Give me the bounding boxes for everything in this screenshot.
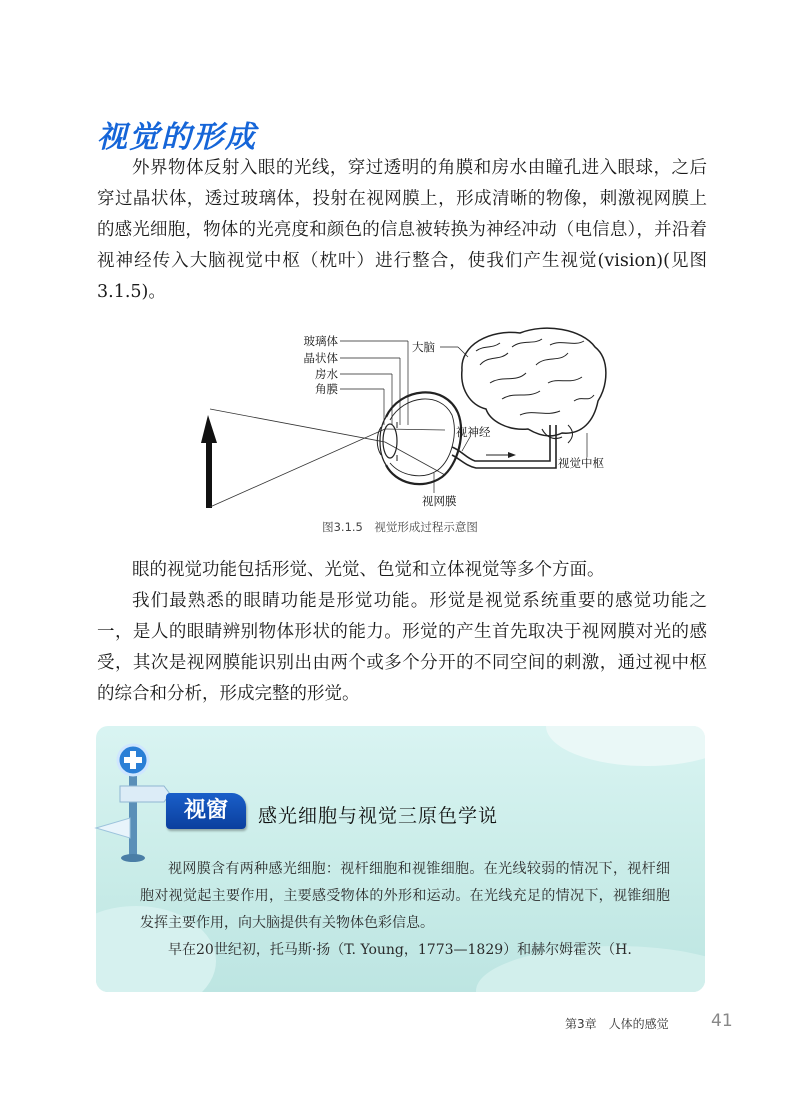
section-title: 视觉的形成 bbox=[97, 120, 257, 155]
label-lens: 晶状体 bbox=[303, 351, 338, 365]
figure-caption: 图3.1.5 视觉形成过程示意图 bbox=[322, 520, 478, 534]
body-paragraph-2: 眼的视觉功能包括形觉、光觉、色觉和立体视觉等多个方面。 bbox=[132, 560, 605, 580]
window-heading: 感光细胞与视觉三原色学说 bbox=[258, 805, 499, 827]
label-retina: 视网膜 bbox=[422, 494, 457, 508]
window-badge: 视窗 bbox=[166, 793, 246, 829]
vision-formation-diagram bbox=[190, 325, 630, 515]
page-number: 41 bbox=[711, 1011, 733, 1031]
window-paragraph-1: 视网膜含有两种感光细胞：视杆细胞和视锥细胞。在光线较弱的情况下，视杆细胞对视觉起主要作用，主要感受物体的外形和运动。在光线充足的情况下，视锥细胞发挥主要作用，向大脑提供有关物体色彩信息。 bbox=[140, 861, 670, 931]
label-aqueous: 房水 bbox=[315, 367, 338, 381]
label-brain: 大脑 bbox=[412, 340, 435, 354]
footer-chapter: 第3章 人体的感觉 bbox=[565, 1017, 669, 1031]
object-arrow-icon bbox=[201, 415, 217, 508]
window-paragraph-2: 早在20世纪初，托马斯·扬（T. Young，1773—1829）和赫尔姆霍茨（H. bbox=[168, 942, 632, 958]
eyeball bbox=[377, 392, 461, 484]
body-paragraph-3: 我们最熟悉的眼睛功能是形觉功能。形觉是视觉系统重要的感觉功能之一，是人的眼睛辨别物体形状的能力。形觉的产生首先取决于视网膜对光的感受，其次是视网膜能识别出由两个或多个分开的不同空间的刺激，通过视中枢的综合和分析，形成完整的形觉。 bbox=[97, 591, 707, 704]
label-optic-nerve: 视神经 bbox=[456, 425, 491, 439]
label-cornea: 角膜 bbox=[315, 382, 338, 396]
body-paragraph-1: 外界物体反射入眼的光线，穿过透明的角膜和房水由瞳孔进入眼球，之后穿过晶状体，透过玻璃体，投射在视网膜上，形成清晰的物像，刺激视网膜上的感光细胞，物体的光亮度和颜色的信息被转换为神经冲动（电信息），并沿着视神经传入大脑视觉中枢（枕叶）进行整合，使我们产生视觉(vision)(见图3.1.5)。 bbox=[97, 158, 707, 302]
label-visual-center: 视觉中枢 bbox=[558, 456, 604, 470]
label-vitreous: 玻璃体 bbox=[303, 334, 338, 348]
